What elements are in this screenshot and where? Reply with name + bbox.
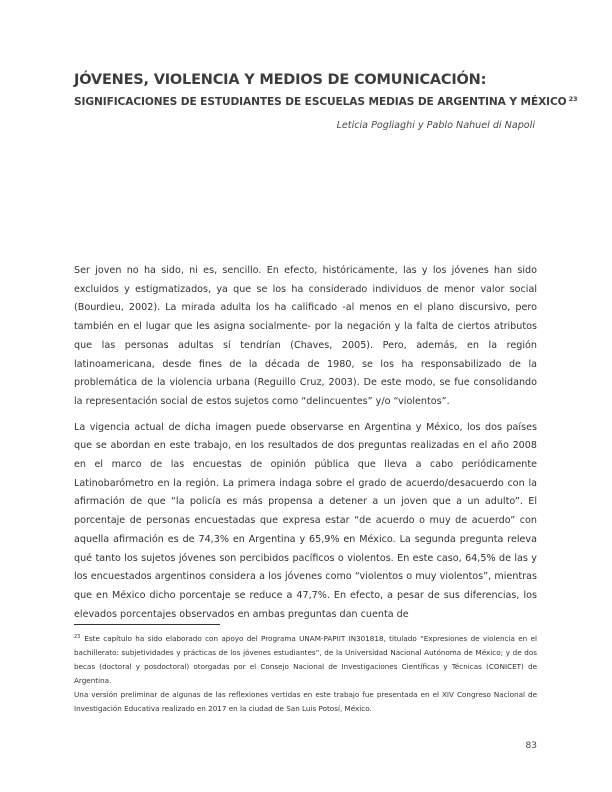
chapter-authors: Leticia Pogliaghi y Pablo Nahuel di Napoli — [336, 120, 535, 131]
footnote-text: Este capítulo ha sido elaborado con apoyo del Programa UNAM-PAPIIT IN301818, titulado “Expresiones de violencia en el bachillerato: subjetividades y prácticas de los jóvenes estudiantes”, de la Universidad Nacional Autónoma de México; y de dos becas (doctoral y posdoctoral) otorgadas por el Consejo Nacional de Investigaciones Científicas y Técnicas (CONICET) de Argentina. — [74, 634, 537, 686]
body-text — [74, 262, 537, 631]
footnote-reference[interactable]: 23 — [568, 95, 578, 103]
chapter-title: JÓVENES, VIOLENCIA Y MEDIOS DE COMUNICACIÓN: — [74, 72, 487, 88]
page-number: 83 — [525, 741, 537, 751]
body-paragraph: La vigencia actual de dicha imagen puede observarse en Argentina y México, los dos países que se abordan en este trabajo, en los resultados de dos preguntas realizadas en el año 2008 en el marco de las encuestas de opinión pública que lleva a cabo periódicamente Latinobarómetro en la región. La primera indaga sobre el grado de acuerdo/desacuerdo con la afirmación de que “la policía es más propensa a detener a un joven que a un adulto”. El porcentaje de personas encuestadas que expresa estar “de acuerdo o muy de acuerdo” con aquella afirmación es de 74,3% en Argentina y 65,9% en México. La segunda pregunta releva qué tanto los sujetos jóvenes son percibidos pacíficos o violentos. En este caso, 64,5% de las y los encuestados argentinos considera a los jóvenes como “violentos o muy violentos”, mientras que en México dicho porcentaje se reduce a 47,7%. En efecto, a pesar de sus diferencias, los elevados porcentajes observados en ambas preguntas dan cuenta de — [74, 421, 537, 620]
footnote-divider — [74, 624, 220, 625]
footnote-item — [74, 630, 537, 688]
footnote-mark: 23 — [74, 634, 81, 640]
chapter-subtitle-text: SIGNIFICACIONES DE ESTUDIANTES DE ESCUELAS MEDIAS DE ARGENTINA Y MÉXICO — [74, 96, 567, 108]
chapter-subtitle — [74, 95, 578, 108]
footnote-item: Una versión preliminar de algunas de las reflexiones vertidas en este trabajo fue presentada en el XIV Congreso Nacional de Investigación Educativa realizado en 2017 en la ciudad de San Luis Potosí, México. — [74, 690, 537, 714]
footnotes — [74, 630, 537, 717]
body-paragraph: Ser joven no ha sido, ni es, sencillo. En efecto, históricamente, las y los jóvenes han sido excluidos y estigmatizados, ya que se los ha considerado individuos de menor valor social (Bourdieu, 2002). La mirada adulta los ha calificado -al menos en el plano discursivo, pero también en el lugar que les asigna socialmente- por la negación y la falta de ciertos atributos que las personas adultas sí tendrían (Chaves, 2005). Pero, además, en la región latinoamericana, desde fines de la década de 1980, se los ha responsabilizado de la problemática de la violencia urbana (Reguillo Cruz, 2003). De este modo, se fue consolidando la representación social de estos sujetos como “delincuentes” y/o “violentos”. — [74, 265, 537, 407]
